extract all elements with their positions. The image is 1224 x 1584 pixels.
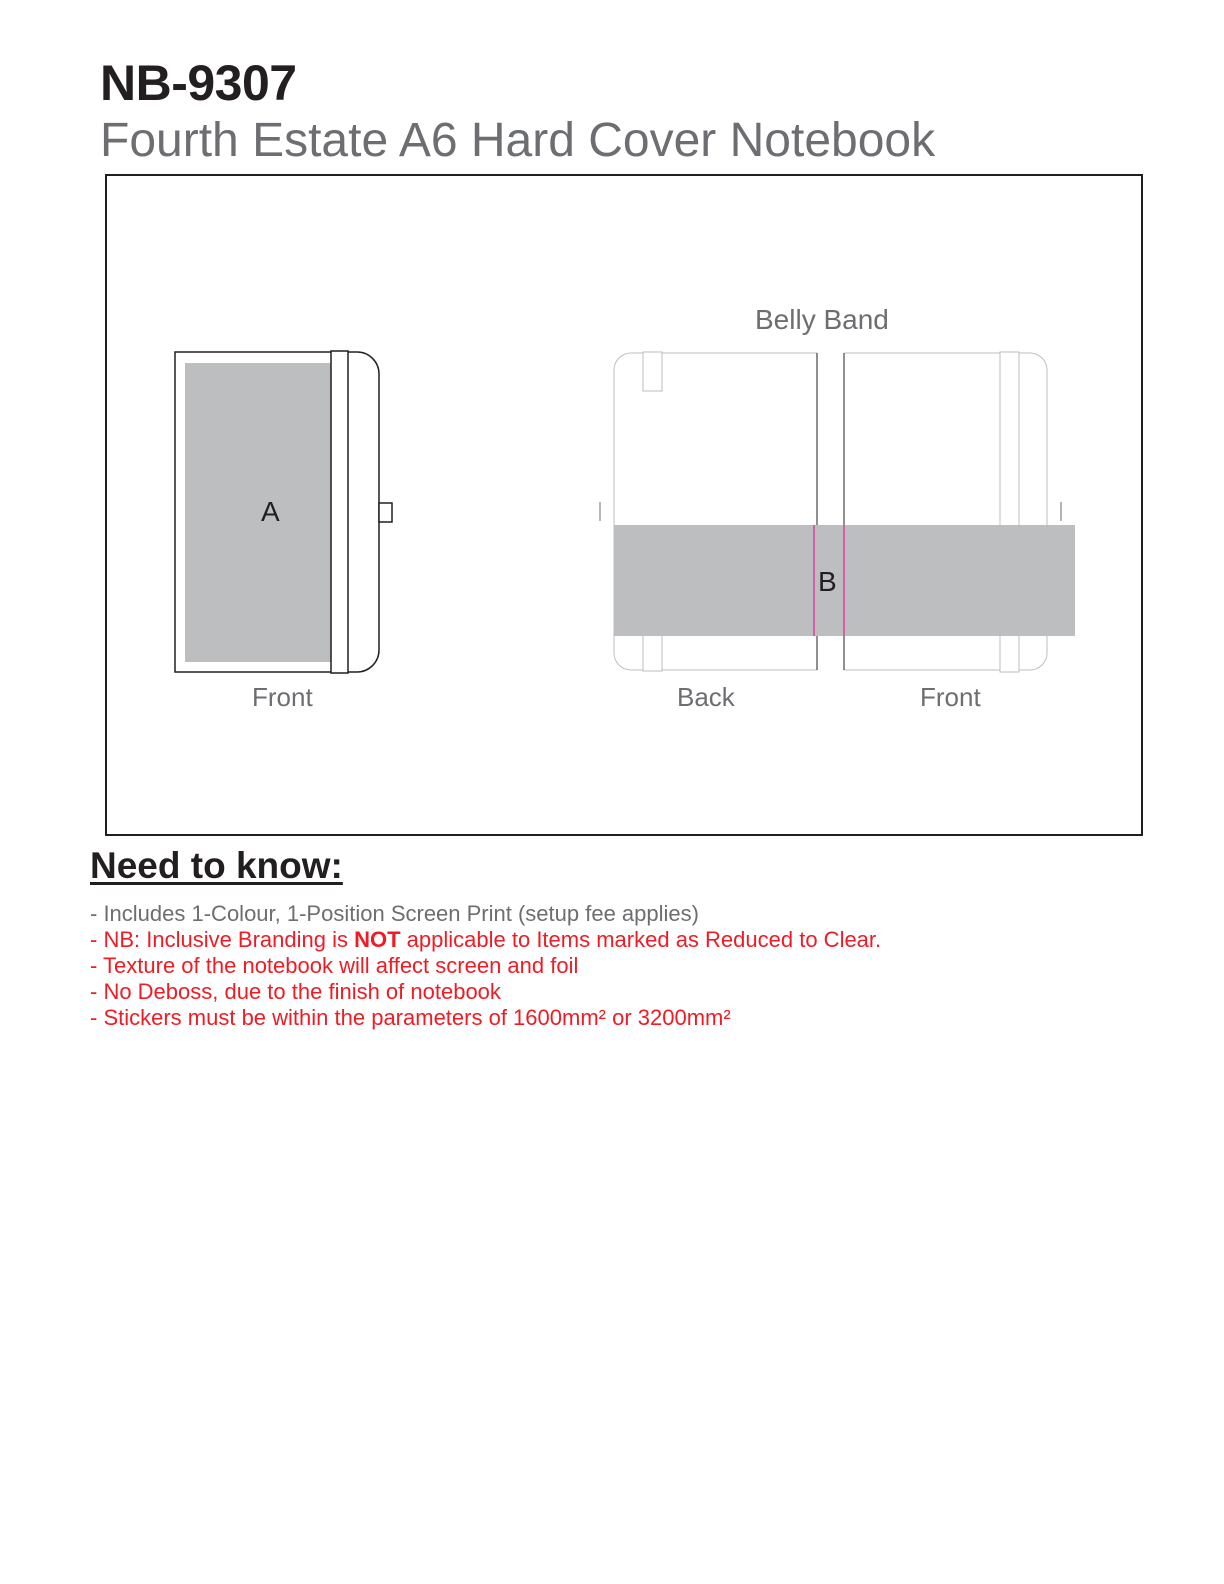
left-front-label: Front [252, 682, 313, 712]
pen-loop [379, 503, 392, 522]
note-inclusive-prefix: - NB: Inclusive Branding is [90, 927, 355, 952]
branding-diagram-frame [105, 174, 1143, 836]
front-notebook-drawing [175, 351, 392, 673]
elastic-band [331, 351, 348, 673]
spine-curve [348, 352, 379, 672]
back-elastic-top [643, 352, 662, 391]
note-deboss: - No Deboss, due to the finish of notebook [90, 979, 501, 1004]
note-inclusive-suffix: applicable to Items marked as Reduced to Clear. [400, 927, 882, 952]
note-texture: - Texture of the notebook will affect screen and foil [90, 953, 579, 978]
product-name: Fourth Estate A6 Hard Cover Notebook [100, 114, 936, 167]
right-front-label: Front [920, 682, 981, 712]
zone-a-label: A [261, 496, 280, 527]
note-inclusive-branding [90, 927, 881, 953]
open-notebook-drawing [600, 352, 1075, 672]
back-label: Back [677, 682, 735, 712]
belly-band-label: Belly Band [755, 304, 889, 335]
need-to-know-list [90, 901, 881, 1031]
note-setup: - Includes 1-Colour, 1-Position Screen Print (setup fee applies) [90, 901, 699, 926]
zone-b-label: B [818, 566, 837, 597]
need-to-know-heading: Need to know: [90, 845, 343, 886]
product-code: NB-9307 [100, 55, 297, 111]
note-inclusive-emphasis: NOT [354, 927, 401, 952]
note-stickers: - Stickers must be within the parameters of 1600mm² or 3200mm² [90, 1005, 731, 1030]
back-elastic-bottom [643, 635, 662, 671]
